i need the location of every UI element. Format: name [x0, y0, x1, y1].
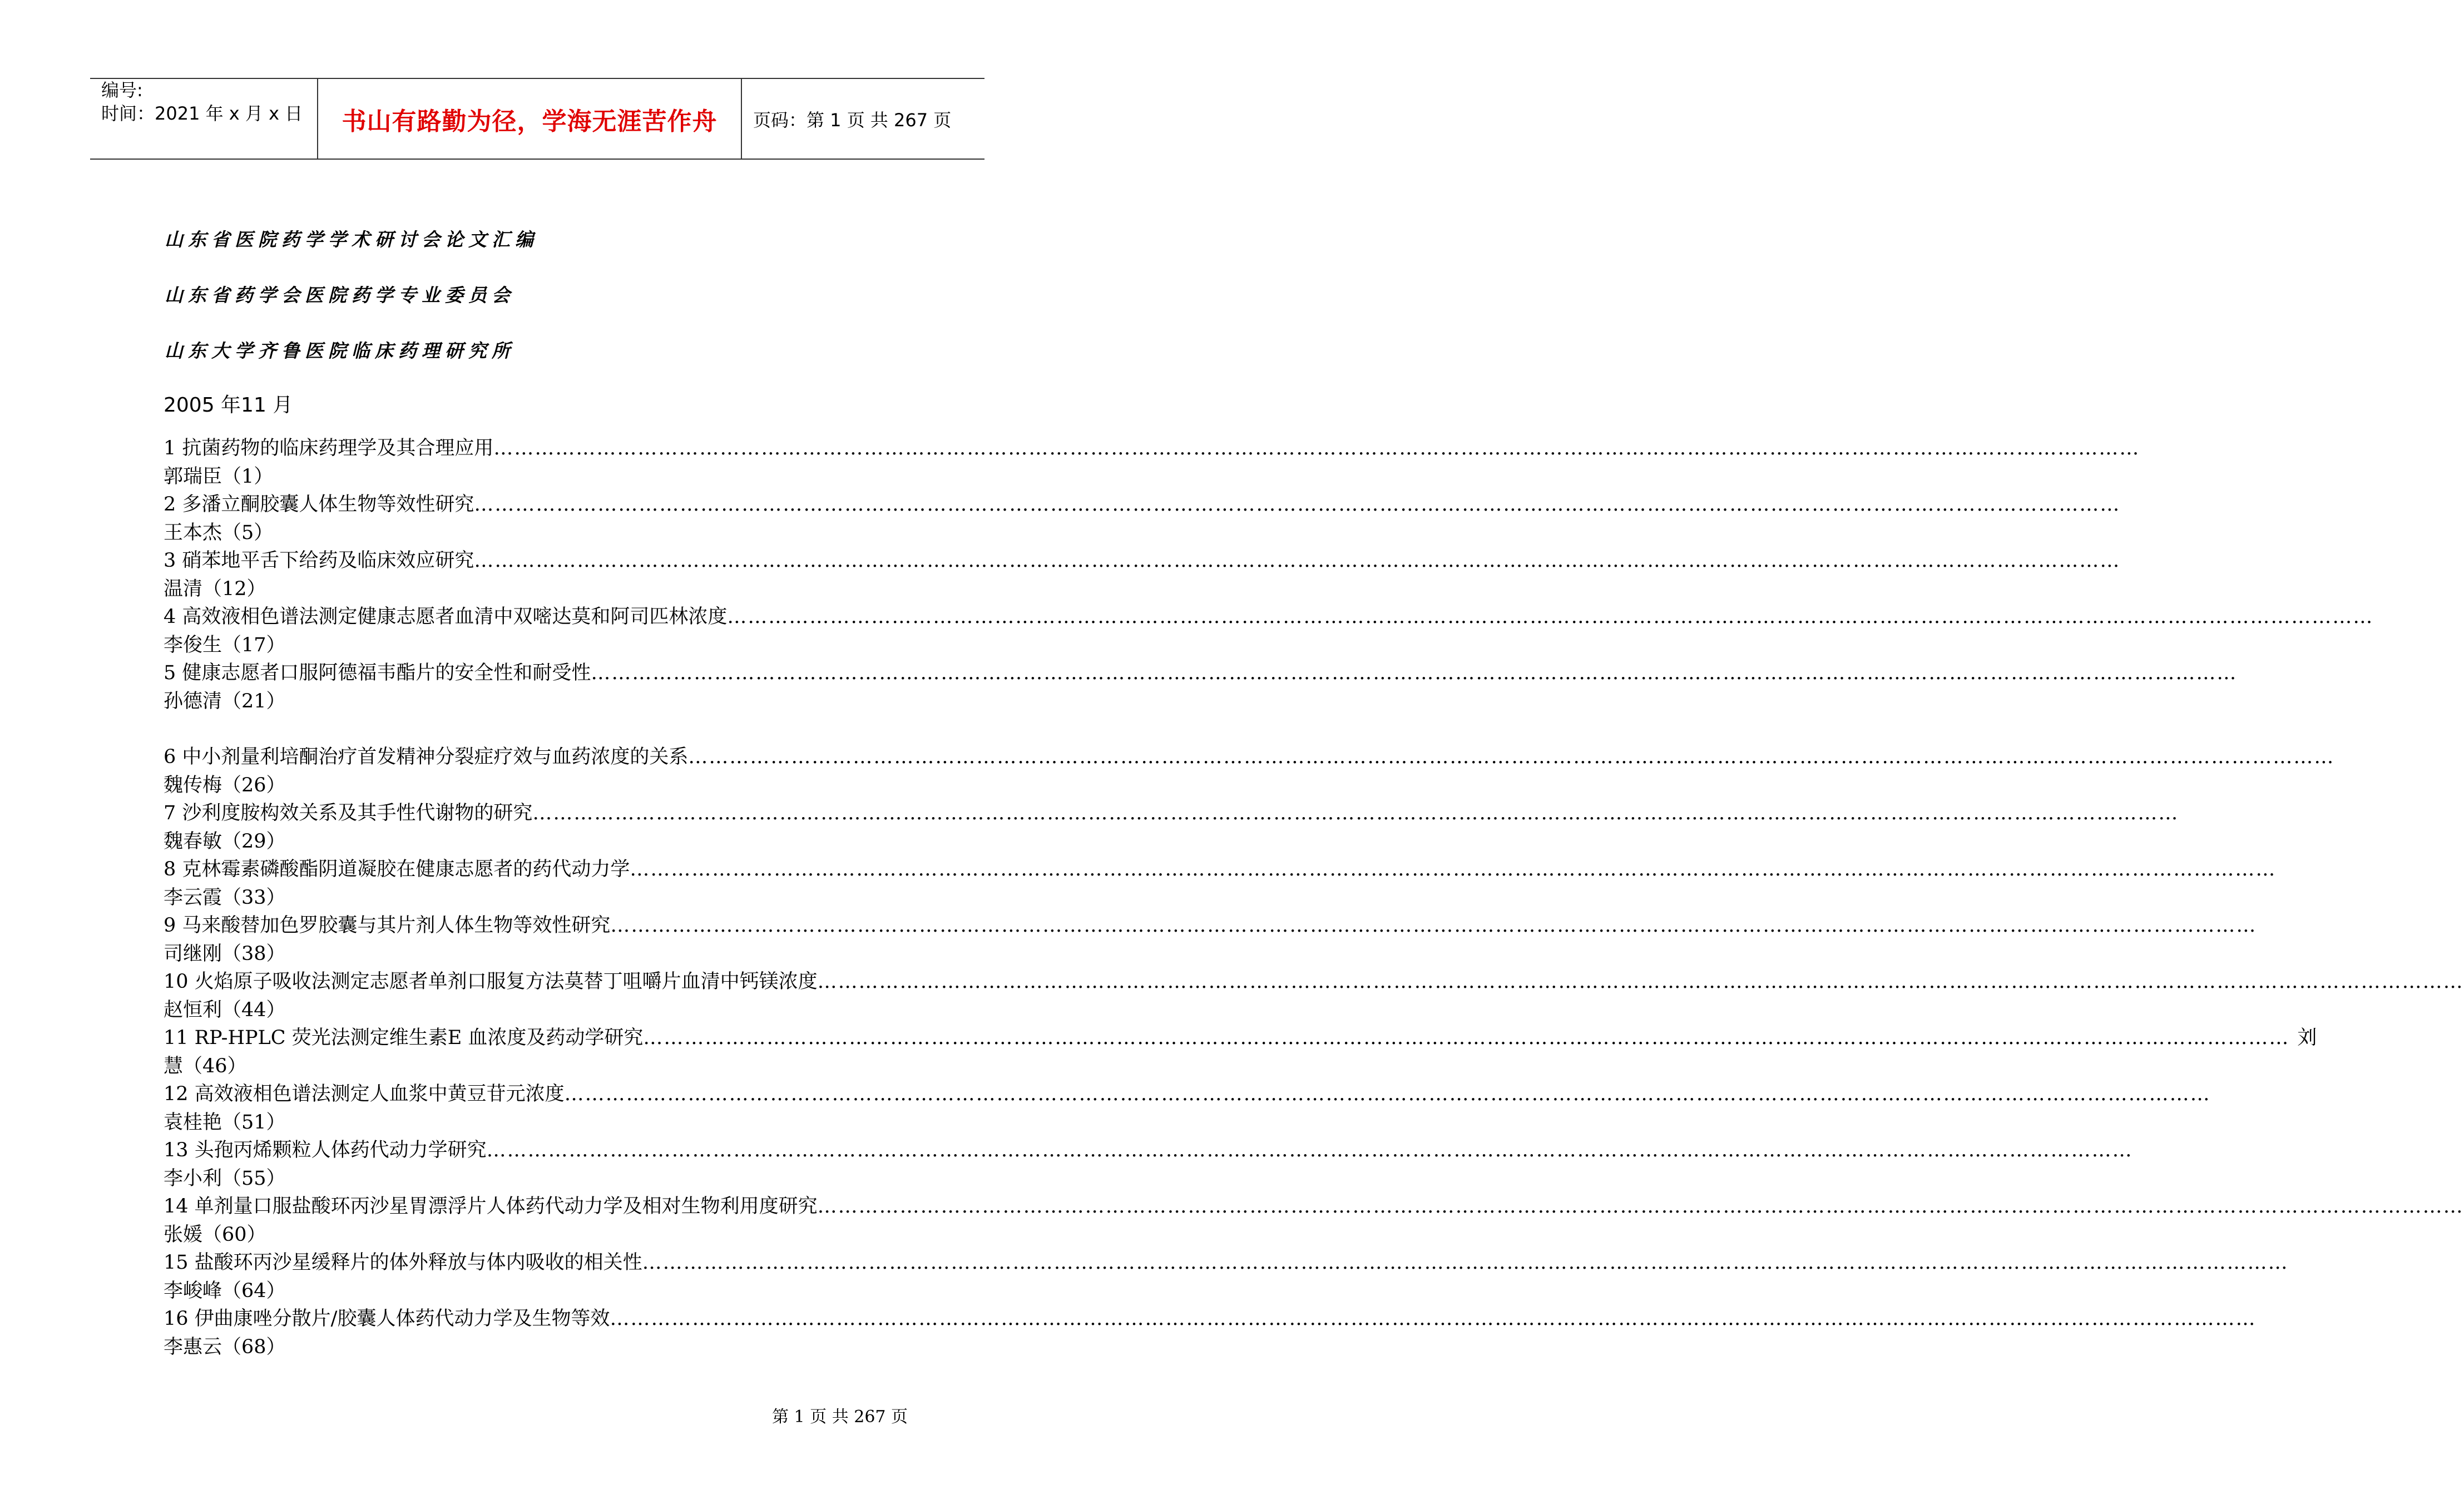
header-page-cell	[742, 79, 984, 159]
toc-entry-author-page: 魏传梅（26）	[164, 774, 286, 796]
toc-entry-title: 16 伊曲康唑分散片/胶囊人体药代动力学及生物等效	[164, 1308, 610, 1330]
toc-entry	[164, 743, 2335, 799]
committee-title: 山东省药学会医院药学专业委员会	[165, 284, 515, 306]
toc-leader-dots: ……………………………………………………………………………………………………………………………………………………………………………………………………………………	[610, 914, 2257, 937]
toc-entry-title: 4 高效液相色谱法测定健康志愿者血清中双嘧达莫和阿司匹林浓度	[164, 606, 728, 628]
toc-leader-dots: ……………………………………………………………………………………………………………………………………………………………………………………………………………………	[493, 437, 2140, 459]
toc-entry-author-page: 温清（12）	[164, 577, 266, 600]
toc-entry-author-page: 赵恒利（44）	[164, 998, 286, 1021]
toc-leader-dots: ……………………………………………………………………………………………………………………………………………………………………………………………………………………	[591, 662, 2238, 684]
toc-leader-dots: ……………………………………………………………………………………………………………………………………………………………………………………………………………………	[642, 1251, 2289, 1274]
toc-entry-line	[164, 1249, 2289, 1277]
toc-leader-dots: ……………………………………………………………………………………………………………………………………………………………………………………………………………………	[817, 971, 2464, 993]
toc-entry-line	[164, 1024, 2317, 1052]
header-motto: 书山有路勤为径，学海无涯苦作舟	[342, 107, 718, 136]
toc-entry-line	[164, 434, 2140, 463]
toc-leader-dots: ……………………………………………………………………………………………………………………………………………………………………………………………………………………	[532, 802, 2179, 824]
toc-entry-author-page: 李惠云（68）	[164, 1335, 286, 1358]
toc-entry	[164, 799, 2179, 855]
toc-entry-author-page: 郭瑞臣（1）	[164, 465, 274, 488]
header-page-info: 页码：第 1 页 共 267 页	[753, 109, 952, 131]
toc-entry-line	[164, 912, 2257, 940]
institute-title: 山东大学齐鲁医院临床药理研究所	[165, 340, 515, 362]
toc-entry-author-page: 孙德清（21）	[164, 690, 286, 713]
toc-leader-dots: ……………………………………………………………………………………………………………………………………………………………………………………………………………………	[688, 746, 2335, 768]
toc-entry	[164, 1136, 2133, 1193]
toc-entry	[164, 1080, 2211, 1136]
toc-entry-title: 1 抗菌药物的临床药理学及其合理应用	[164, 437, 494, 459]
toc-entry-author-page: 慧（46）	[164, 1055, 247, 1077]
toc-entry-author-page: 李峻峰（64）	[164, 1279, 286, 1302]
header-left-cell	[90, 79, 318, 159]
toc-entry-line	[164, 743, 2335, 771]
toc-entry	[164, 912, 2257, 968]
toc-entry-author-page: 李云霞（33）	[164, 886, 286, 909]
table-of-contents	[164, 434, 2464, 1361]
toc-entry	[164, 1305, 2257, 1361]
toc-entry-author-page: 李小利（55）	[164, 1167, 286, 1190]
toc-entry-title: 5 健康志愿者口服阿德福韦酯片的安全性和耐受性	[164, 662, 591, 684]
toc-entry-title: 13 头孢丙烯颗粒人体药代动力学研究	[164, 1139, 487, 1161]
toc-entry	[164, 434, 2140, 491]
toc-entry-title: 11 RP-HPLC 荧光法测定维生素E 血浓度及药动学研究	[164, 1027, 644, 1049]
toc-entry	[164, 1193, 2464, 1249]
toc-entry	[164, 968, 2464, 1024]
toc-entry-line	[164, 1305, 2257, 1333]
toc-entry	[164, 603, 2374, 659]
toc-leader-dots: ……………………………………………………………………………………………………………………………………………………………………………………………………………………	[817, 1195, 2464, 1218]
toc-entry-title: 12 高效液相色谱法测定人血浆中黄豆苷元浓度	[164, 1083, 565, 1105]
toc-entry-line	[164, 855, 2277, 884]
toc-entry-author-page: 魏春敏（29）	[164, 830, 286, 853]
toc-leader-dots: ……………………………………………………………………………………………………………………………………………………………………………………………………………………	[564, 1083, 2211, 1105]
document-header	[90, 78, 984, 160]
toc-entry	[164, 1249, 2289, 1305]
toc-leader-dots: ……………………………………………………………………………………………………………………………………………………………………………………………………………………	[486, 1139, 2133, 1161]
toc-entry-author-start: 刘	[2297, 1027, 2317, 1049]
toc-entry-line	[164, 968, 2464, 996]
toc-entry-author-page: 张媛（60）	[164, 1223, 266, 1246]
toc-entry-line	[164, 1136, 2133, 1165]
toc-entry-author-page: 司继刚（38）	[164, 942, 286, 965]
toc-leader-dots: ……………………………………………………………………………………………………………………………………………………………………………………………………………………	[727, 606, 2374, 628]
toc-entry	[164, 855, 2277, 912]
toc-entry-title: 10 火焰原子吸收法测定志愿者单剂口服复方法莫替丁咀嚼片血清中钙镁浓度	[164, 971, 818, 993]
toc-leader-dots: ……………………………………………………………………………………………………………………………………………………………………………………………………………………	[474, 550, 2121, 572]
collection-title: 山东省医院药学学术研讨会论文汇编	[165, 229, 538, 250]
page-footer: 第 1 页 共 267 页	[772, 1407, 908, 1427]
toc-entry-line	[164, 1080, 2211, 1109]
header-motto-cell	[318, 79, 742, 159]
toc-entry-title: 15 盐酸环丙沙星缓释片的体外释放与体内吸收的相关性	[164, 1251, 642, 1274]
publication-date: 2005 年11 月	[164, 394, 293, 417]
toc-entry-title: 9 马来酸替加色罗胶囊与其片剂人体生物等效性研究	[164, 914, 611, 937]
time-label: 时间：2021 年 x 月 x 日	[101, 103, 303, 124]
toc-entry-title: 2 多潘立酮胶囊人体生物等效性研究	[164, 493, 474, 516]
toc-entry-title: 14 单剂量口服盐酸环丙沙星胃漂浮片人体药代动力学及相对生物利用度研究	[164, 1195, 818, 1218]
toc-entry-title: 8 克林霉素磷酸酯阴道凝胶在健康志愿者的药代动力学	[164, 858, 630, 880]
toc-leader-dots: ……………………………………………………………………………………………………………………………………………………………………………………………………………………	[630, 858, 2277, 880]
toc-entry-author-page: 李俊生（17）	[164, 634, 286, 656]
toc-entry-line	[164, 547, 2121, 575]
number-label: 编号:	[101, 80, 143, 101]
toc-entry-line	[164, 603, 2374, 631]
toc-leader-dots: ……………………………………………………………………………………………………………………………………………………………………………………………………………………	[474, 493, 2121, 516]
toc-entry	[164, 1024, 2317, 1080]
toc-entry-author-page: 王本杰（5）	[164, 521, 274, 544]
toc-entry-line	[164, 659, 2238, 687]
toc-entry-line	[164, 799, 2179, 828]
toc-entry-line	[164, 1193, 2464, 1221]
toc-entry-title: 3 硝苯地平舌下给药及临床效应研究	[164, 550, 474, 572]
toc-entry	[164, 659, 2238, 715]
toc-gap	[164, 715, 917, 743]
toc-entry-title: 6 中小剂量利培酮治疗首发精神分裂症疗效与血药浓度的关系	[164, 746, 689, 768]
toc-leader-dots: ……………………………………………………………………………………………………………………………………………………………………………………………………………………	[643, 1027, 2290, 1049]
toc-entry	[164, 547, 2121, 603]
toc-entry-line	[164, 491, 2121, 519]
toc-leader-dots: ……………………………………………………………………………………………………………………………………………………………………………………………………………………	[610, 1308, 2257, 1330]
toc-entry-author-page: 袁桂艳（51）	[164, 1111, 286, 1134]
toc-entry-title: 7 沙利度胺构效关系及其手性代谢物的研究	[164, 802, 533, 824]
toc-entry	[164, 491, 2121, 547]
